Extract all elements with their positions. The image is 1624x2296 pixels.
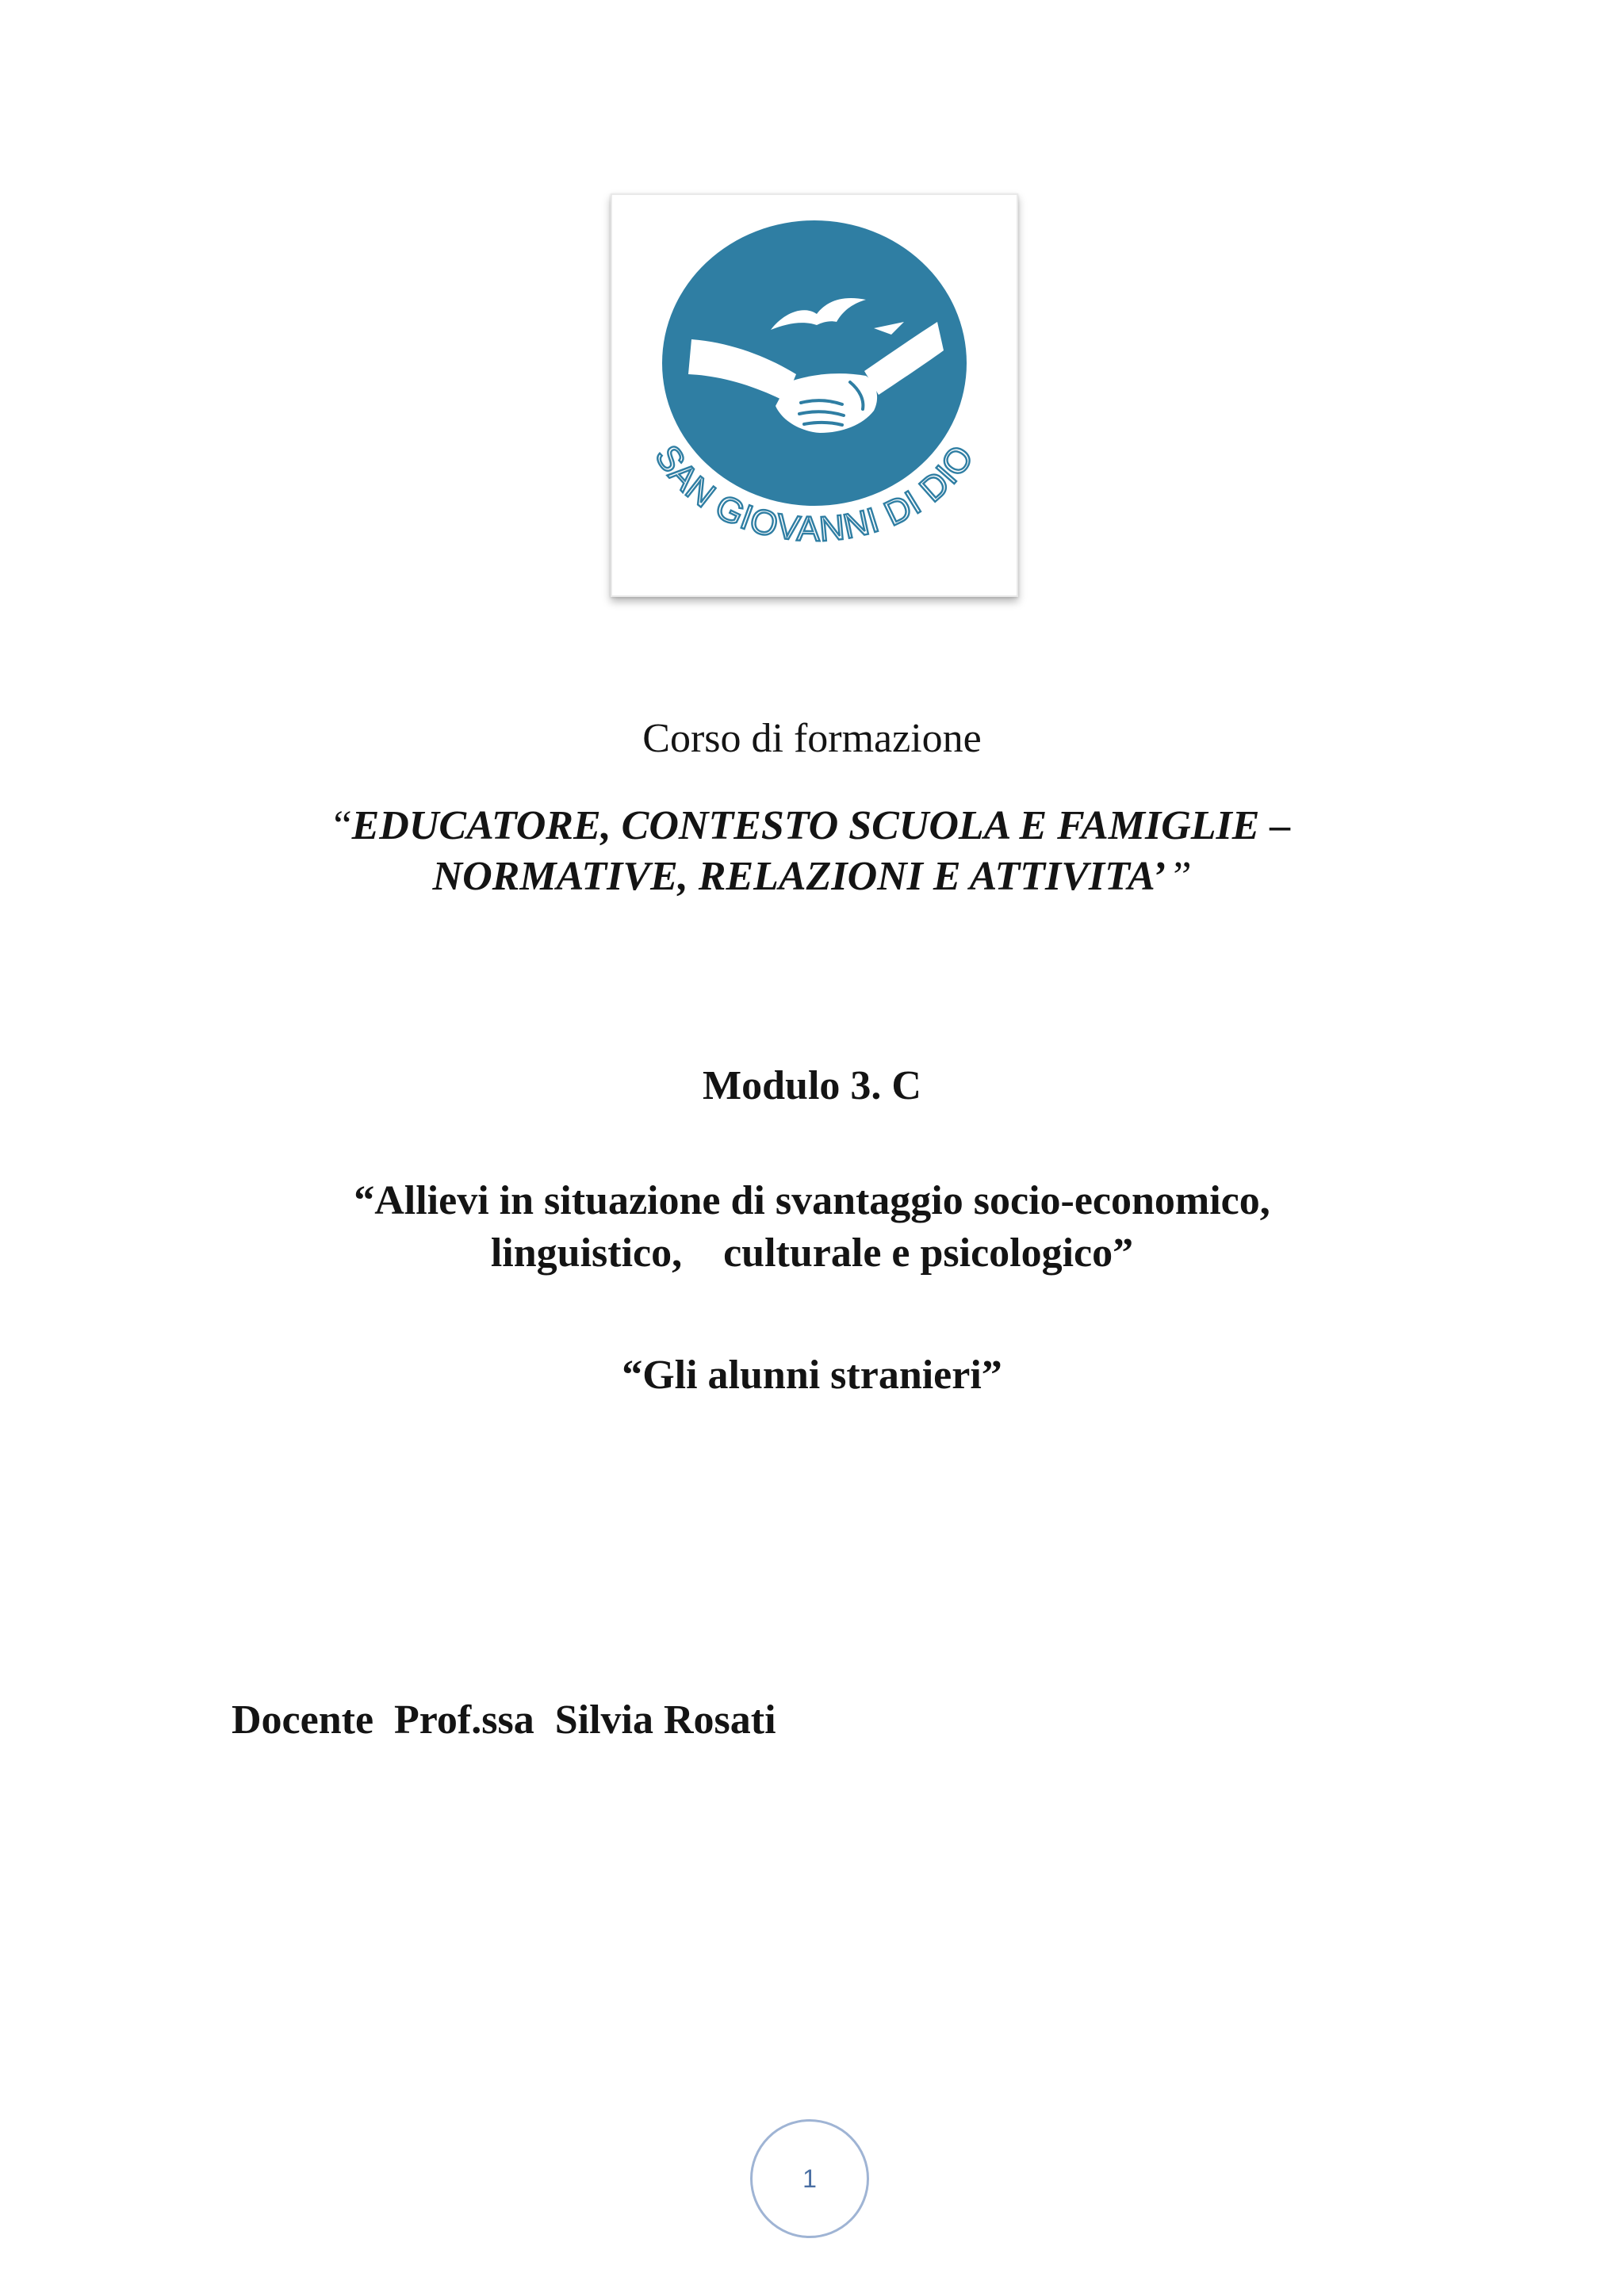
lesson-title: “Gli alunni stranieri” bbox=[622, 1353, 1002, 1398]
teacher-name: Docente Prof.ssa Silvia Rosati bbox=[232, 1697, 776, 1743]
logo-emblem-icon bbox=[612, 195, 1017, 595]
page-number-badge bbox=[750, 2119, 869, 2238]
open-quote: “ bbox=[333, 803, 352, 848]
module-subtitle-line-2: linguistico, culturale e psicologico” bbox=[490, 1230, 1134, 1276]
module-label: Modulo 3. C bbox=[703, 1063, 921, 1108]
course-title-line-2: NORMATIVE, RELAZIONI E ATTIVITA’ ” bbox=[432, 854, 1192, 899]
close-quote: ” bbox=[1173, 854, 1192, 899]
logo-san-giovanni-di-dio bbox=[611, 193, 1018, 597]
logo-text: SAN GIOVANNI DI DIO bbox=[647, 438, 982, 549]
course-title bbox=[0, 801, 1624, 902]
module-subtitle-line-1: “Allievi in situazione di svantaggio socio-economico, bbox=[354, 1178, 1270, 1223]
course-title-line-1: “EDUCATORE, CONTESTO SCUOLA E FAMIGLIE – bbox=[333, 803, 1291, 848]
page-number: 1 bbox=[802, 2164, 817, 2193]
module-subtitle bbox=[0, 1175, 1624, 1280]
course-label: Corso di formazione bbox=[642, 716, 982, 761]
